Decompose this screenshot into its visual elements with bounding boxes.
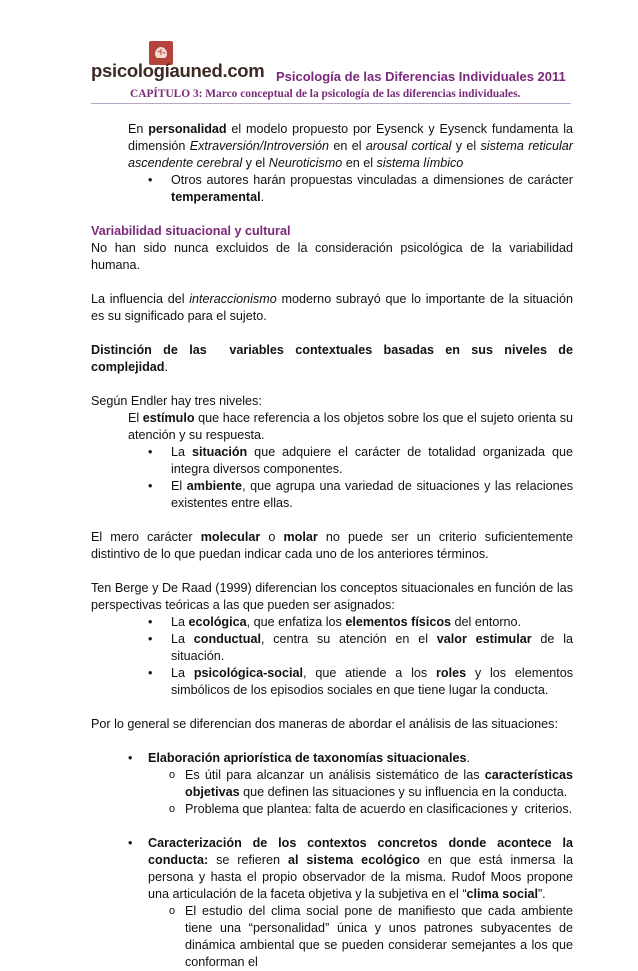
list-item: o El estudio del clima social pone de manifiesto que cada ambiente tiene una “personalidad” única y unos patrones subyacentes de dinámica ambiental que se pueden considerar semejantes a los que conforman el <box>169 904 573 969</box>
paragraph: No han sido nunca excluidos de la consideración psicológica de la variabilidad humana. <box>91 241 573 272</box>
list-item: o Es útil para alcanzar un análisis sistemático de las características objetivas que definen las situaciones y su influencia en la conducta. <box>169 768 573 799</box>
bullet-icon: • <box>148 479 153 493</box>
sub-bullet-icon: o <box>169 905 176 917</box>
list-approaches-2 <box>91 835 573 903</box>
section-heading: Variabilidad situacional y cultural <box>91 224 291 238</box>
sublist-apriori <box>91 767 573 818</box>
logo-text: psicologíauned.com <box>91 60 265 81</box>
sub-bullet-icon: o <box>169 769 176 781</box>
list-item: o Problema que plantea: falta de acuerdo en clasificaciones y criterios. <box>169 802 573 816</box>
list-item: • La psicológica-social, que atiende a los roles y los elementos simbólicos de los episodios sociales en que tiene lugar la conducta. <box>148 666 574 697</box>
page-header <box>0 0 638 110</box>
list-item: • El ambiente, que agrupa una variedad de situaciones y las relaciones existentes entre ellas. <box>148 479 573 510</box>
document-body <box>91 121 573 971</box>
list-approaches <box>91 750 573 767</box>
list-item: • La conductual, centra su atención en el valor estimular de la situación. <box>148 632 573 663</box>
paragraph: Según Endler hay tres niveles: <box>91 394 262 408</box>
paragraph: El mero carácter molecular o molar no puede ser un criterio suficientemente distintivo de lo que puedan indicar cada uno de los anteriores términos. <box>91 530 573 561</box>
bullet-icon: • <box>148 445 153 459</box>
bullet-icon: • <box>128 836 133 850</box>
page-title: Psicología de las Diferencias Individuales 2011 <box>276 69 566 84</box>
paragraph: Por lo general se diferencian dos maneras de abordar el análisis de las situaciones: <box>91 717 558 731</box>
bullet-icon: • <box>128 751 133 765</box>
paragraph-stimulus: El estímulo que hace referencia a los objetos sobre los que el sujeto orienta su atención y su respuesta. <box>128 411 573 442</box>
list-item: • Caracterización de los contextos concretos donde acontece la conducta: se refieren al sistema ecológico en que está inmersa la persona y hasta el propio observador de la misma. Rudof Moos propone una articulación de la faceta objetiva y la subjetiva en el “clima social”. <box>128 836 573 901</box>
list-item: • La situación que adquiere el carácter de totalidad organizada que integra diversos componentes. <box>148 445 574 476</box>
list-item: • La ecológica, que enfatiza los elementos físicos del entorno. <box>148 615 522 629</box>
list-personality <box>91 172 573 206</box>
sublist-contexts <box>91 903 573 971</box>
bullet-icon: • <box>148 173 153 187</box>
paragraph-personality: En personalidad el modelo propuesto por Eysenck y Eysenck fundamenta la dimensión Extraversión/Introversión en el arousal cortical y el sistema reticular ascendente cerebral y el Neuroticismo en el sistema límbico <box>128 122 573 170</box>
sub-bullet-icon: o <box>169 803 176 815</box>
bullet-icon: • <box>148 632 153 646</box>
list-item: • Elaboración apriorística de taxonomías situacionales. <box>128 751 470 765</box>
list-perspectives <box>91 614 573 699</box>
bullet-icon: • <box>148 666 153 680</box>
paragraph: La influencia del interaccionismo moderno subrayó que lo importante de la situación es su significado para el sujeto. <box>91 292 573 323</box>
paragraph: Ten Berge y De Raad (1999) diferencian los conceptos situacionales en función de las perspectivas teóricas a las que pueden ser asignados: <box>91 581 573 612</box>
header-divider <box>91 103 571 104</box>
bold-heading: Distinción de las variables contextuales basadas en sus niveles de complejidad. <box>91 343 573 374</box>
chapter-subtitle: CAPÍTULO 3: Marco conceptual de la psicología de las diferencias individuales. <box>130 88 521 100</box>
list-levels <box>91 444 573 512</box>
bullet-icon: • <box>148 615 153 629</box>
list-item: • Otros autores harán propuestas vinculadas a dimensiones de carácter temperamental. <box>148 173 573 204</box>
